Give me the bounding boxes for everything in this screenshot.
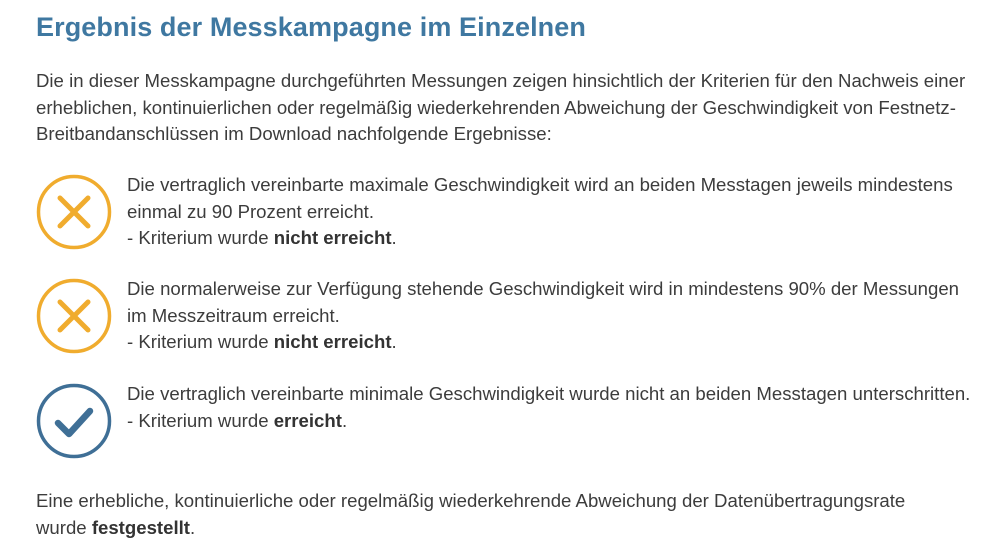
criterion-description: Die vertraglich vereinbarte maximale Geschwindigkeit wird an beiden Messtagen jeweils mindestens einmal zu 90 Prozent erreicht. [127, 174, 953, 222]
criterion-description: Die normalerweise zur Verfügung stehende Geschwindigkeit wird in mindestens 90% der Messungen im Messzeitraum erreicht. [127, 278, 959, 326]
x-circle-icon [36, 278, 112, 354]
criterion-result: erreicht [273, 409, 342, 431]
check-circle-icon [36, 383, 112, 459]
criterion-item-2 [36, 276, 986, 356]
criterion-description: Die vertraglich vereinbarte minimale Geschwindigkeit wurde nicht an beiden Messtagen unterschritten. [127, 383, 971, 404]
criterion-text [127, 172, 977, 252]
criterion-item-1 [36, 172, 986, 252]
criterion-result: nicht erreicht [273, 331, 392, 352]
page-title: Ergebnis der Messkampagne im Einzelnen [36, 12, 586, 42]
x-circle-icon [36, 174, 112, 250]
conclusion-text: Eine erhebliche, kontinuierliche oder regelmäßig wiederkehrende Abweichung der Datenübertragungsrate wurde [36, 490, 906, 538]
criterion-text [127, 276, 977, 356]
criterion-result-prefix: - Kriterium wurde [127, 227, 274, 248]
criterion-result-suffix: . [391, 227, 397, 248]
criterion-result: nicht erreicht [273, 227, 392, 248]
criterion-text [127, 381, 977, 434]
intro-paragraph: Die in dieser Messkampagne durchgeführten Messungen zeigen hinsichtlich der Kriterien für den Nachweis einer erheblichen, kontinuierlichen oder regelmäßig wiederkehrenden Abweichung der Geschwindigkeit von Festnetz-Breitbandanschlüssen im Download nachfolgende Ergebnisse: [36, 70, 966, 144]
criterion-result-prefix: - Kriterium wurde [127, 409, 274, 431]
conclusion-emphasis: festgestellt [91, 516, 190, 538]
conclusion-paragraph [36, 488, 936, 541]
conclusion-suffix: . [189, 516, 196, 538]
criterion-result-suffix: . [391, 331, 397, 352]
criterion-result-prefix: - Kriterium wurde [127, 331, 274, 352]
criterion-item-3 [36, 381, 986, 461]
criterion-result-suffix: . [341, 409, 348, 431]
